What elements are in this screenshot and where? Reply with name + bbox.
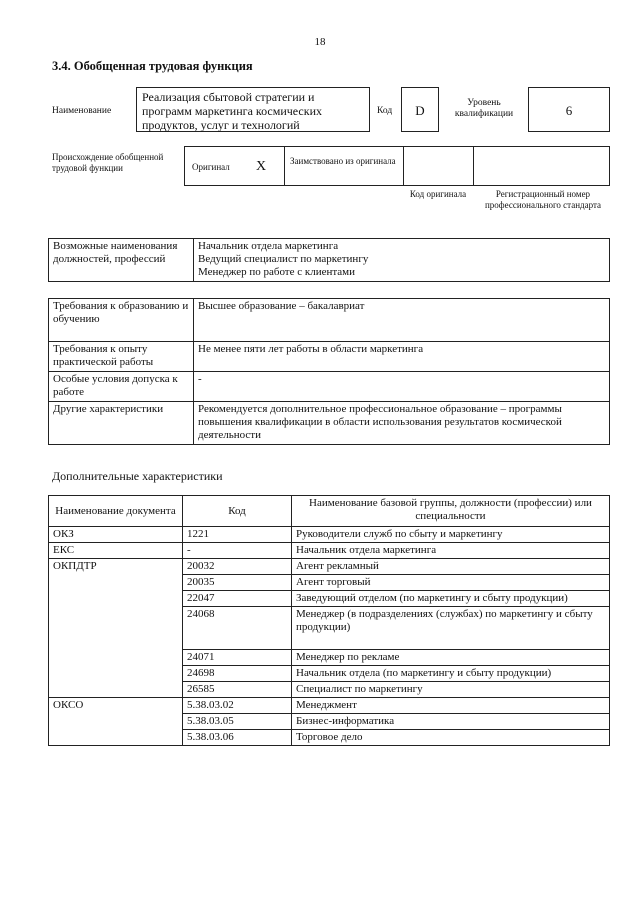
- function-name: Реализация сбытовой стратегии и программ маркетинга космических продуктов, услуг и технологий: [136, 87, 370, 132]
- name-cell: Менеджмент: [292, 698, 610, 714]
- doc-cell: ОКСО: [49, 698, 183, 746]
- origin-divider: [473, 146, 474, 186]
- name-cell: Начальник отдела (по маркетингу и сбыту продукции): [292, 666, 610, 682]
- code-cell: 24698: [183, 666, 292, 682]
- code-cell: 5.38.03.02: [183, 698, 292, 714]
- code-label: Код: [377, 106, 393, 116]
- borrowed-label: Заимствовано из оригинала: [290, 156, 396, 166]
- header-name: Наименование базовой группы, должности (профессии) или специальности: [292, 496, 610, 527]
- code-cell: 5.38.03.05: [183, 714, 292, 730]
- header-code: Код: [183, 496, 292, 527]
- code-cell: 26585: [183, 682, 292, 698]
- code-cell: -: [183, 543, 292, 559]
- requirement-value: Высшее образование – бакалавриат: [194, 299, 610, 342]
- table-row: [49, 559, 610, 575]
- table-row: [49, 527, 610, 543]
- code-caption: Код оригинала: [409, 189, 467, 199]
- requirement-row: [49, 402, 610, 445]
- additional-title: Дополнительные характеристики: [52, 469, 223, 483]
- requirement-label: Требования к опыту практической работы: [49, 342, 194, 372]
- original-label: Оригинал: [192, 162, 230, 172]
- level-value: 6: [528, 87, 610, 132]
- code-cell: 5.38.03.06: [183, 730, 292, 746]
- position-item: Начальник отдела маркетинга: [198, 240, 339, 252]
- name-label: Наименование: [52, 106, 112, 116]
- code-cell: 1221: [183, 527, 292, 543]
- name-cell: Начальник отдела маркетинга: [292, 543, 610, 559]
- level-label: Уровень квалификации: [454, 98, 514, 119]
- code-cell: 20032: [183, 559, 292, 575]
- positions-values: [194, 239, 610, 282]
- positions-label: Возможные наименования должностей, профессий: [49, 239, 194, 282]
- requirement-row: [49, 299, 610, 342]
- page-number: 18: [314, 36, 326, 48]
- name-cell: Менеджер (в подразделениях (службах) по маркетингу и сбыту продукции): [292, 607, 610, 650]
- requirement-row: [49, 342, 610, 372]
- origin-divider: [609, 146, 610, 186]
- origin-divider: [184, 146, 185, 186]
- code-cell: 24071: [183, 650, 292, 666]
- requirement-value: Не менее пяти лет работы в области маркетинга: [194, 342, 610, 372]
- original-mark: X: [256, 159, 267, 174]
- name-cell: Агент торговый: [292, 575, 610, 591]
- origin-divider: [284, 146, 285, 186]
- position-item: Ведущий специалист по маркетингу: [198, 253, 369, 265]
- name-cell: Специалист по маркетингу: [292, 682, 610, 698]
- name-cell: Руководители служб по сбыту и маркетингу: [292, 527, 610, 543]
- requirement-value: Рекомендуется дополнительное профессиональное образование – программы повышения квалификации в области использования результатов космической деятельности: [194, 402, 610, 445]
- table-row: [49, 543, 610, 559]
- name-cell: Заведующий отделом (по маркетингу и сбыту продукции): [292, 591, 610, 607]
- requirement-label: Требования к образованию и обучению: [49, 299, 194, 342]
- regnum-caption: Регистрационный номер профессионального стандарта: [484, 189, 602, 210]
- requirement-value: -: [194, 372, 610, 402]
- code-cell: 22047: [183, 591, 292, 607]
- name-cell: Торговое дело: [292, 730, 610, 746]
- requirement-row: [49, 372, 610, 402]
- code-cell: 24068: [183, 607, 292, 650]
- requirement-label: Другие характеристики: [49, 402, 194, 445]
- requirement-label: Особые условия допуска к работе: [49, 372, 194, 402]
- table-row: [49, 698, 610, 714]
- doc-cell: ЕКС: [49, 543, 183, 559]
- table-header: [49, 496, 610, 527]
- position-item: Менеджер по работе с клиентами: [198, 266, 356, 278]
- code-value: D: [401, 87, 439, 132]
- origin-divider: [403, 146, 404, 186]
- section-title: 3.4. Обобщенная трудовая функция: [52, 59, 253, 73]
- code-cell: 20035: [183, 575, 292, 591]
- name-cell: Менеджер по рекламе: [292, 650, 610, 666]
- name-cell: Агент рекламный: [292, 559, 610, 575]
- positions-table: [48, 238, 610, 282]
- doc-cell: ОКЗ: [49, 527, 183, 543]
- additional-table: [48, 495, 610, 746]
- header-doc: Наименование документа: [49, 496, 183, 527]
- origin-label: Происхождение обобщенной трудовой функции: [52, 152, 164, 173]
- name-cell: Бизнес-информатика: [292, 714, 610, 730]
- doc-cell: ОКПДТР: [49, 559, 183, 698]
- requirements-table: [48, 298, 610, 445]
